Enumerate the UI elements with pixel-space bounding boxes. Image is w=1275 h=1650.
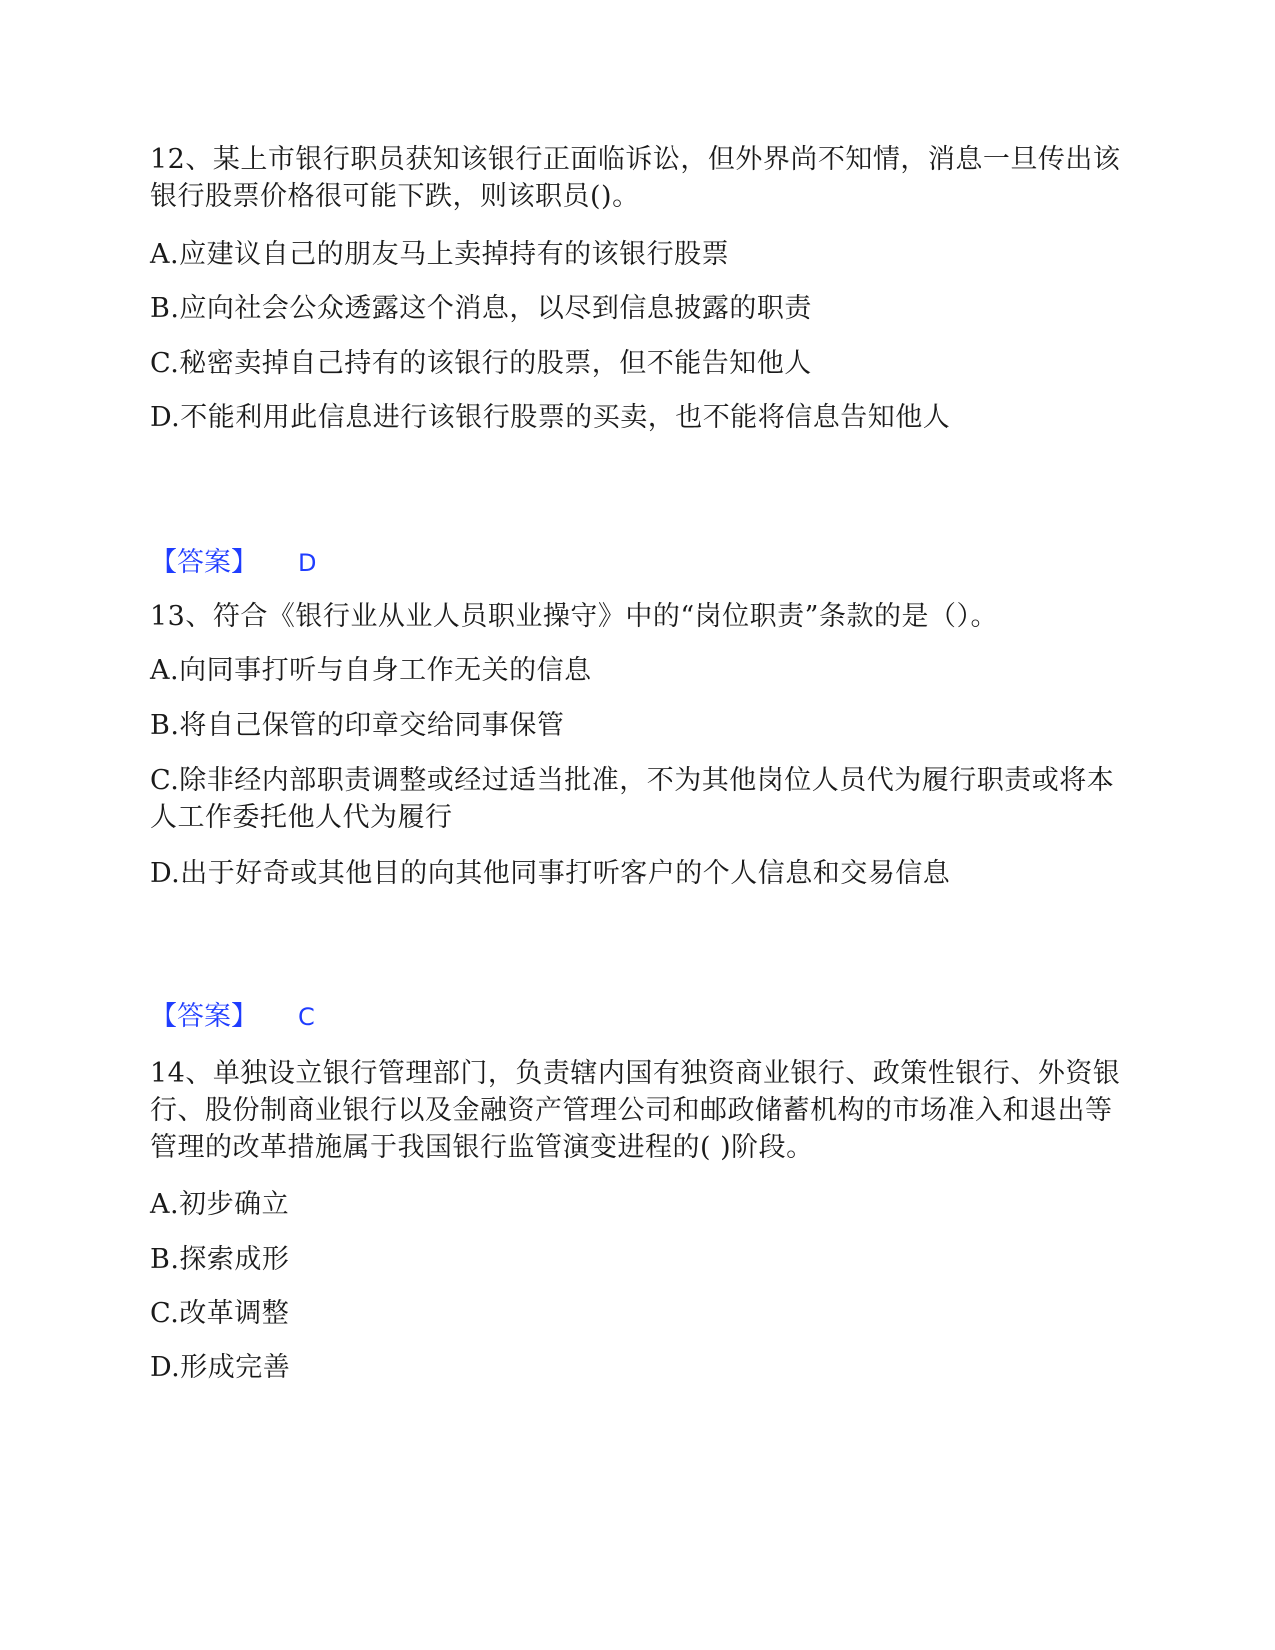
question-14-option-c: C.改革调整 <box>150 1298 290 1329</box>
question-13-stem: 13、符合《银行业从业人员职业操守》中的“岗位职责”条款的是（）。 <box>150 601 998 632</box>
question-13-option-d: D.出于好奇或其他目的向其他同事打听客户的个人信息和交易信息 <box>150 858 951 889</box>
answer-label: 【答案】 <box>150 1001 258 1032</box>
answer-label: 【答案】 <box>150 547 258 578</box>
question-13-option-b: B.将自己保管的印章交给同事保管 <box>150 710 565 741</box>
question-13-option-c: C.除非经内部职责调整或经过适当批准，不为其他岗位人员代为履行职责或将本人工作委托他人代为履行 <box>150 765 1115 833</box>
question-12-answer <box>150 544 316 582</box>
question-14-option-a: A.初步确立 <box>150 1189 290 1220</box>
question-12-option-a: A.应建议自己的朋友马上卖掉持有的该银行股票 <box>150 239 730 270</box>
question-12-option-d: D.不能利用此信息进行该银行股票的买卖，也不能将信息告知他人 <box>150 402 951 433</box>
question-12-option-c: C.秘密卖掉自己持有的该银行的股票，但不能告知他人 <box>150 348 812 379</box>
question-14-option-d: D.形成完善 <box>150 1352 291 1383</box>
question-13-answer <box>150 998 315 1036</box>
question-14-stem: 14、单独设立银行管理部门，负责辖内国有独资商业银行、政策性银行、外资银行、股份制商业银行以及金融资产管理公司和邮政储蓄机构的市场准入和退出等管理的改革措施属于我国银行监管演变进程的( )阶段。 <box>150 1058 1121 1163</box>
question-14-option-b: B.探索成形 <box>150 1244 290 1275</box>
answer-value: D <box>298 549 317 577</box>
question-12-stem: 12、某上市银行职员获知该银行正面临诉讼，但外界尚不知情，消息一旦传出该银行股票价格很可能下跌，则该职员()。 <box>150 144 1121 212</box>
question-13-option-a: A.向同事打听与自身工作无关的信息 <box>150 655 592 686</box>
answer-value: C <box>298 1003 315 1031</box>
question-12-option-b: B.应向社会公众透露这个消息，以尽到信息披露的职责 <box>150 293 812 324</box>
